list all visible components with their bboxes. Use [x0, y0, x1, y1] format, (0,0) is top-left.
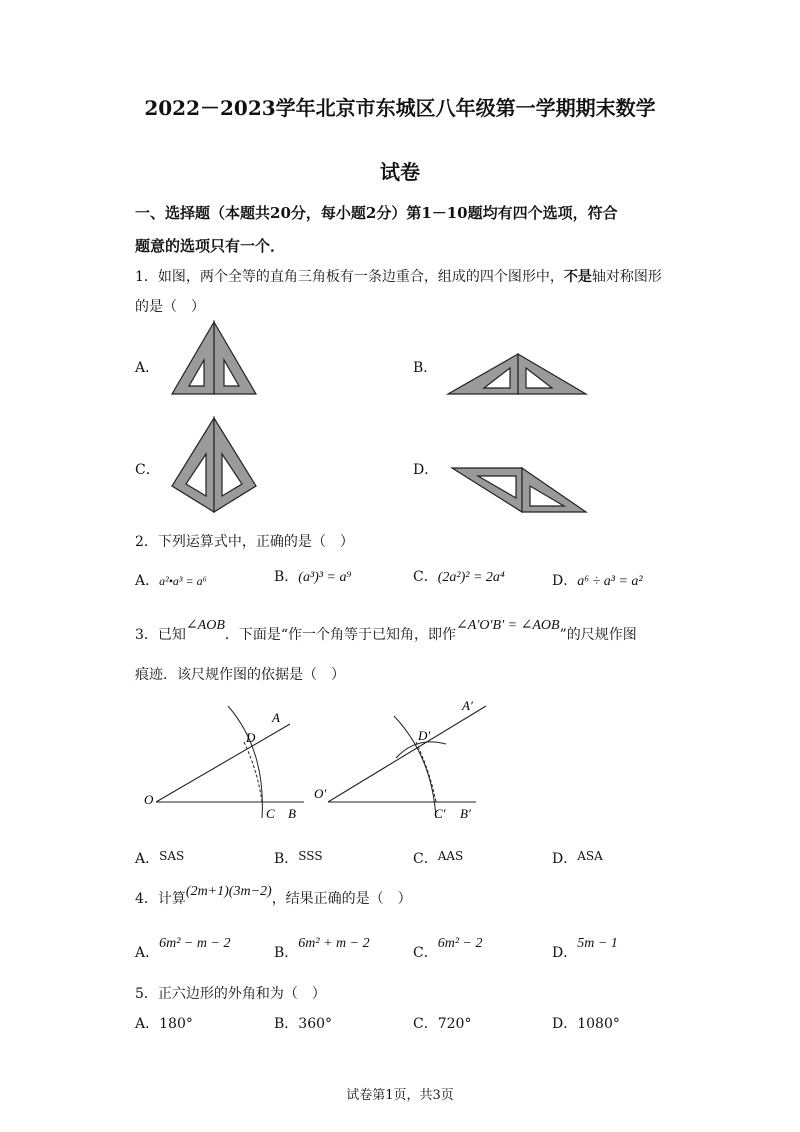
q5-option-d — [552, 1013, 620, 1033]
q3-option-d — [552, 848, 603, 868]
q2-option-a-label: A． — [135, 573, 160, 589]
q3-option-c-label: C． — [413, 851, 438, 867]
q3-label-o-prime: O′ — [314, 786, 327, 801]
paper-title-line1: 2022－2023学年北京市东城区八年级第一学期期末数学 — [144, 96, 656, 120]
q1-stem-b: 轴对称图形 — [591, 269, 662, 285]
q3-label-b-prime: B′ — [460, 806, 471, 821]
q4-stem — [135, 884, 412, 908]
q1-option-d-label: D． — [413, 462, 439, 478]
q5-option-a-label: A． — [135, 1016, 160, 1032]
q5-option-c-text: 720° — [437, 1016, 472, 1032]
q3-option-b-text: SSS — [298, 849, 323, 863]
q1-stem-line1 — [135, 266, 662, 286]
q3-stem-c: ”的尺规作图 — [559, 627, 637, 643]
q3-option-d-label: D． — [552, 851, 578, 867]
q4-option-a-label: A． — [135, 945, 160, 961]
q4-expression: (2m+1)(3m−2) — [185, 884, 272, 899]
q1-option-a-label: A． — [135, 360, 160, 376]
q4-option-d-expr: 5m − 1 — [577, 936, 618, 951]
q3-option-a-label: A． — [135, 851, 160, 867]
q1-option-c-label: C． — [135, 462, 160, 478]
q4-option-b — [274, 932, 370, 961]
q2-option-c-expr: (2a²)² = 2a⁴ — [437, 570, 505, 585]
q4-stem-a: 4．计算 — [135, 891, 186, 907]
q5-option-a — [135, 1013, 193, 1033]
q5-option-d-text: 1080° — [577, 1016, 620, 1032]
q1-option-b-label: B． — [413, 360, 438, 376]
q4-option-c — [413, 932, 483, 961]
q2-option-b — [274, 566, 351, 586]
q3-label-d-prime: D′ — [418, 728, 431, 743]
q3-angle-aob: ∠AOB — [185, 618, 225, 633]
q1-stem-bold: 不是 — [563, 269, 592, 285]
q2-option-c — [413, 566, 505, 586]
q2-option-d-label: D． — [552, 573, 578, 589]
q3-label-o: O — [144, 792, 154, 807]
q3-stem-b: ．下面是“作一个角等于已知角，即作 — [224, 627, 457, 643]
q5-option-c-label: C． — [413, 1016, 438, 1032]
q2-stem: 2．下列运算式中，正确的是（ ） — [135, 534, 354, 550]
q3-angle-equation: ∠A′O′B′ = ∠AOB — [456, 618, 560, 633]
q3-stem-line1 — [135, 618, 637, 644]
q3-label-b: B — [288, 806, 296, 821]
q4-option-a-expr: 6m² − m − 2 — [159, 936, 231, 951]
q5-option-b — [274, 1013, 332, 1033]
paper-title-line2: 试卷 — [380, 160, 420, 184]
q5-option-b-label: B． — [274, 1016, 299, 1032]
q3-label-c-prime: C′ — [434, 806, 446, 821]
q2-option-b-expr: (a³)³ = a⁹ — [298, 570, 352, 585]
q3-stem-a: 3．已知 — [135, 627, 186, 643]
q3-label-c: C — [266, 806, 275, 821]
q3-label-a-prime: A′ — [462, 698, 473, 713]
q2-option-a — [135, 570, 207, 590]
q3-figure-original-angle — [140, 702, 310, 832]
q3-option-a — [135, 848, 184, 868]
q2-option-b-label: B． — [274, 569, 299, 585]
q5-option-d-label: D． — [552, 1016, 578, 1032]
q4-stem-b: ，结果正确的是（ ） — [271, 891, 412, 907]
q4-option-c-label: C． — [413, 945, 438, 961]
q3-label-d: D — [246, 730, 256, 745]
q4-option-c-expr: 6m² − 2 — [437, 936, 483, 951]
q3-label-a: A — [272, 710, 280, 725]
q1-figure-d — [448, 464, 590, 516]
q1-figure-b — [444, 350, 590, 398]
q3-option-b-label: B． — [274, 851, 299, 867]
q4-option-b-expr: 6m² + m − 2 — [298, 936, 370, 951]
q4-option-d — [552, 932, 618, 961]
q1-figure-c — [168, 414, 260, 516]
section-heading-line2: 题意的选项只有一个． — [135, 237, 286, 255]
q4-option-b-label: B． — [274, 945, 299, 961]
q3-figure-constructed-angle — [312, 696, 492, 832]
q4-option-d-label: D． — [552, 945, 578, 961]
q5-stem: 5．正六边形的外角和为（ ） — [135, 986, 326, 1002]
q1-figure-a — [168, 318, 260, 398]
q2-option-a-expr: a²•a³ = a⁶ — [159, 574, 207, 588]
q1-stem-a: 1．如图，两个全等的直角三角板有一条边重合，组成的四个图形中， — [135, 269, 564, 285]
q5-option-b-text: 360° — [298, 1016, 333, 1032]
q3-option-b — [274, 848, 323, 868]
q3-option-a-text: SAS — [159, 849, 185, 863]
q2-option-d-expr: a⁶ ÷ a³ = a² — [577, 574, 643, 589]
q5-option-a-text: 180° — [159, 1016, 193, 1032]
section-heading-line1: 一、选择题（本题共20分，每小题2分）第1－10题均有四个选项，符合 — [135, 204, 618, 222]
q4-option-a — [135, 932, 231, 961]
q2-option-d — [552, 570, 643, 590]
q3-stem-line2: 痕迹．该尺规作图的依据是（ ） — [135, 667, 345, 683]
q2-option-c-label: C． — [413, 569, 438, 585]
q3-option-d-text: ASA — [577, 849, 603, 863]
q3-option-c-text: AAS — [437, 849, 464, 863]
q1-stem-line2: 的是（ ） — [135, 299, 205, 315]
q5-option-c — [413, 1013, 471, 1033]
page-footer: 试卷第1页，共3页 — [346, 1088, 454, 1103]
q3-option-c — [413, 848, 463, 868]
